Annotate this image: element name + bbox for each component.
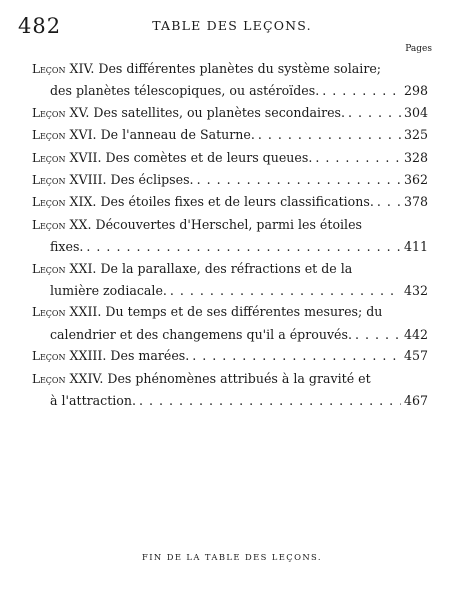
lesson-title-text: Des phénomènes attribués à la gravité et — [107, 370, 371, 386]
lesson-title-text: à l'attraction. — [50, 393, 136, 409]
page-number: 482 — [18, 14, 62, 38]
toc-entry-line — [32, 280, 428, 301]
lesson-title-text: lumière zodiacale. — [50, 283, 167, 299]
toc-entry — [32, 58, 428, 102]
dot-leader — [139, 390, 401, 411]
lesson-label: Leçon — [32, 217, 66, 232]
page-ref: 442 — [403, 326, 428, 342]
lesson-title-text: Des marées. — [110, 348, 190, 364]
lesson-number: XVII. — [69, 149, 102, 165]
page-ref: 432 — [403, 283, 428, 299]
dot-leader — [197, 169, 401, 190]
lesson-title-text: Du temps et de ses différentes mesures; du — [105, 304, 383, 320]
page-ref: 457 — [403, 348, 428, 364]
toc-entry-line — [32, 236, 428, 257]
dot-leader — [192, 345, 401, 366]
page-ref: 467 — [403, 393, 428, 409]
dot-leader — [86, 236, 401, 257]
dot-leader — [170, 280, 401, 301]
lesson-number: XXIII. — [69, 348, 107, 364]
toc-entry — [32, 124, 428, 146]
lesson-number: XXII. — [69, 304, 102, 320]
toc-entry — [32, 368, 428, 412]
page-ref: 362 — [403, 172, 428, 188]
lesson-number: XIV. — [69, 61, 95, 76]
dot-leader — [258, 124, 401, 145]
lesson-number: XX. — [69, 216, 92, 232]
lesson-title-text: des planètes télescopiques, ou astéroïdes. — [50, 83, 320, 99]
dot-leader — [348, 102, 401, 123]
running-title: TABLE DES LEÇONS. — [152, 18, 312, 33]
lesson-label: Leçon — [32, 150, 66, 165]
dot-leader — [315, 147, 401, 168]
lesson-label: Leçon — [32, 195, 66, 210]
toc-entry — [32, 214, 428, 258]
toc-entry-line — [32, 258, 428, 280]
lesson-title-text: De l'anneau de Saturne. — [100, 127, 255, 143]
lesson-label: Leçon — [32, 349, 66, 364]
toc-entry-line — [32, 301, 428, 323]
toc-entry-line — [32, 191, 428, 213]
lesson-title-text: De la parallaxe, des réfractions et de la — [100, 260, 353, 276]
lesson-title-text: Découvertes d'Herschel, parmi les étoiles — [95, 216, 363, 232]
lesson-label: Leçon — [32, 62, 66, 76]
toc-entry-line — [32, 80, 428, 101]
lesson-title-text: Des différentes planètes du système solaire; — [98, 61, 382, 76]
end-note: FIN DE LA TABLE DES LEÇONS. — [142, 552, 322, 562]
toc-entry — [32, 258, 428, 302]
toc-entry-line — [32, 147, 428, 169]
toc-entry-line — [32, 345, 428, 367]
toc-entry — [32, 191, 428, 213]
dot-leader — [322, 80, 401, 101]
lesson-number: XV. — [69, 104, 90, 120]
toc-entry-line — [32, 324, 428, 345]
lesson-title-text: Des comètes et de leurs queues. — [105, 149, 313, 165]
pages-column-header: Pages — [405, 44, 432, 54]
lesson-label: Leçon — [32, 261, 66, 276]
toc-entry — [32, 301, 428, 345]
lesson-label: Leçon — [32, 173, 66, 188]
toc-entry-line — [32, 102, 428, 124]
dot-leader — [377, 191, 401, 212]
toc-entry-line — [32, 390, 428, 411]
lesson-label: Leçon — [32, 128, 66, 143]
table-of-contents — [32, 58, 428, 412]
toc-entry-line — [32, 124, 428, 146]
lesson-number: XIX. — [69, 194, 97, 210]
lesson-number: XVIII. — [69, 172, 107, 188]
dot-leader — [355, 324, 401, 345]
lesson-number: XXI. — [69, 260, 97, 276]
page-ref: 411 — [403, 239, 428, 255]
lesson-title-text: calendrier et des changemens qu'il a éprouvés. — [50, 326, 352, 342]
lesson-title-text: Des satellites, ou planètes secondaires. — [93, 104, 346, 120]
page-ref: 378 — [403, 194, 428, 210]
page-ref: 325 — [403, 127, 428, 143]
lesson-number: XXIV. — [69, 370, 104, 386]
toc-entry-line — [32, 214, 428, 236]
lesson-number: XVI. — [69, 127, 97, 143]
toc-entry — [32, 102, 428, 124]
lesson-title-text: fixes. — [50, 239, 84, 255]
toc-entry-line — [32, 58, 428, 80]
lesson-title-text: Des étoiles fixes et de leurs classifications. — [100, 194, 374, 210]
toc-entry-line — [32, 368, 428, 390]
page-ref: 328 — [403, 149, 428, 165]
toc-entry-line — [32, 169, 428, 191]
lesson-title-text: Des éclipses. — [110, 172, 194, 188]
lesson-label: Leçon — [32, 305, 66, 320]
toc-entry — [32, 169, 428, 191]
lesson-label: Leçon — [32, 105, 66, 120]
page-ref: 304 — [403, 104, 428, 120]
page-ref: 298 — [403, 83, 428, 99]
lesson-label: Leçon — [32, 371, 66, 386]
toc-entry — [32, 147, 428, 169]
toc-entry — [32, 345, 428, 367]
